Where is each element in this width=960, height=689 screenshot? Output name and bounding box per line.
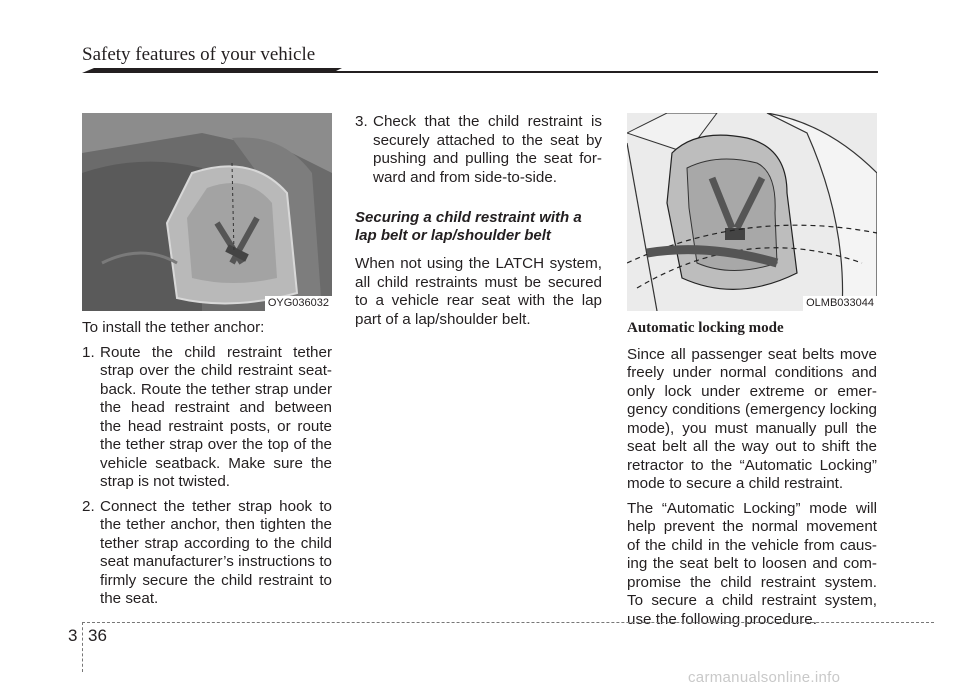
section-heading: Automatic locking mode [627,320,784,336]
child-seat-line-illustration [627,113,877,311]
footer-vertical-divider [82,622,83,672]
section-subheading: Securing a child restraint with a lap belt or lap/shoulder belt [355,209,582,244]
figure-caption: OLMB033044 [803,296,877,311]
figure-caption: OYG036032 [265,296,332,311]
header-rule [82,68,878,73]
body-paragraph: The “Automatic Locking” mode will help prevent the normal movement of the child in the vehicle from caus-ing the seat belt to loosen and com-promise the child restraint system. To secure a child restraint system, use the following procedure. [627,499,877,628]
figure-child-seat-belt [627,113,877,311]
intro-text: To install the tether anchor: [82,319,265,336]
page-header-title: Safety features of your vehicle [82,44,316,65]
watermark-text: carmanualsonline.info [688,669,841,686]
child-seat-photo-illustration [82,113,332,311]
figure-rear-seat-child-seat [82,113,332,311]
list-item [355,113,602,187]
middle-column [355,113,602,335]
list-item [82,344,332,492]
footer-divider [82,622,934,623]
body-paragraph: When not using the LATCH system, all child restraints must be secured to a vehicle rear seat with the lap part of a lap/shoulder belt. [355,255,602,328]
list-item-number: 1. [82,343,95,361]
list-item-number: 2. [82,497,95,515]
page-number: 36 [88,626,107,645]
body-paragraph: Since all passenger seat belts move freely under normal conditions and only lock under extreme or emer-gency conditions (emergency locking mode), you must manually pull the seat belt all the way out to shift the retractor to the “Automatic Locking” mode to secure a child restraint. [627,345,877,492]
list-item [82,498,332,609]
left-column [82,113,332,615]
list-item-text: Route the child restraint tether strap over the child restraint seat-back. Route the tether strap under the head restraint and between the head restraint posts, or route the tether strap over the top of the vehicle seatback. Make sure the strap is not twisted. [100,343,332,490]
list-item-text: Check that the child restraint is securely attached to the seat by pushing and pulling the seat for-ward and from side-to-side. [373,113,602,186]
list-item-number: 3. [355,113,368,130]
chapter-number: 3 [68,626,78,645]
list-item-text: Connect the tether strap hook to the tether anchor, then tighten the tether strap according to the child seat manufacturer’s instructions to firmly secure the child restraint to the seat. [100,497,332,607]
right-column [627,113,877,635]
